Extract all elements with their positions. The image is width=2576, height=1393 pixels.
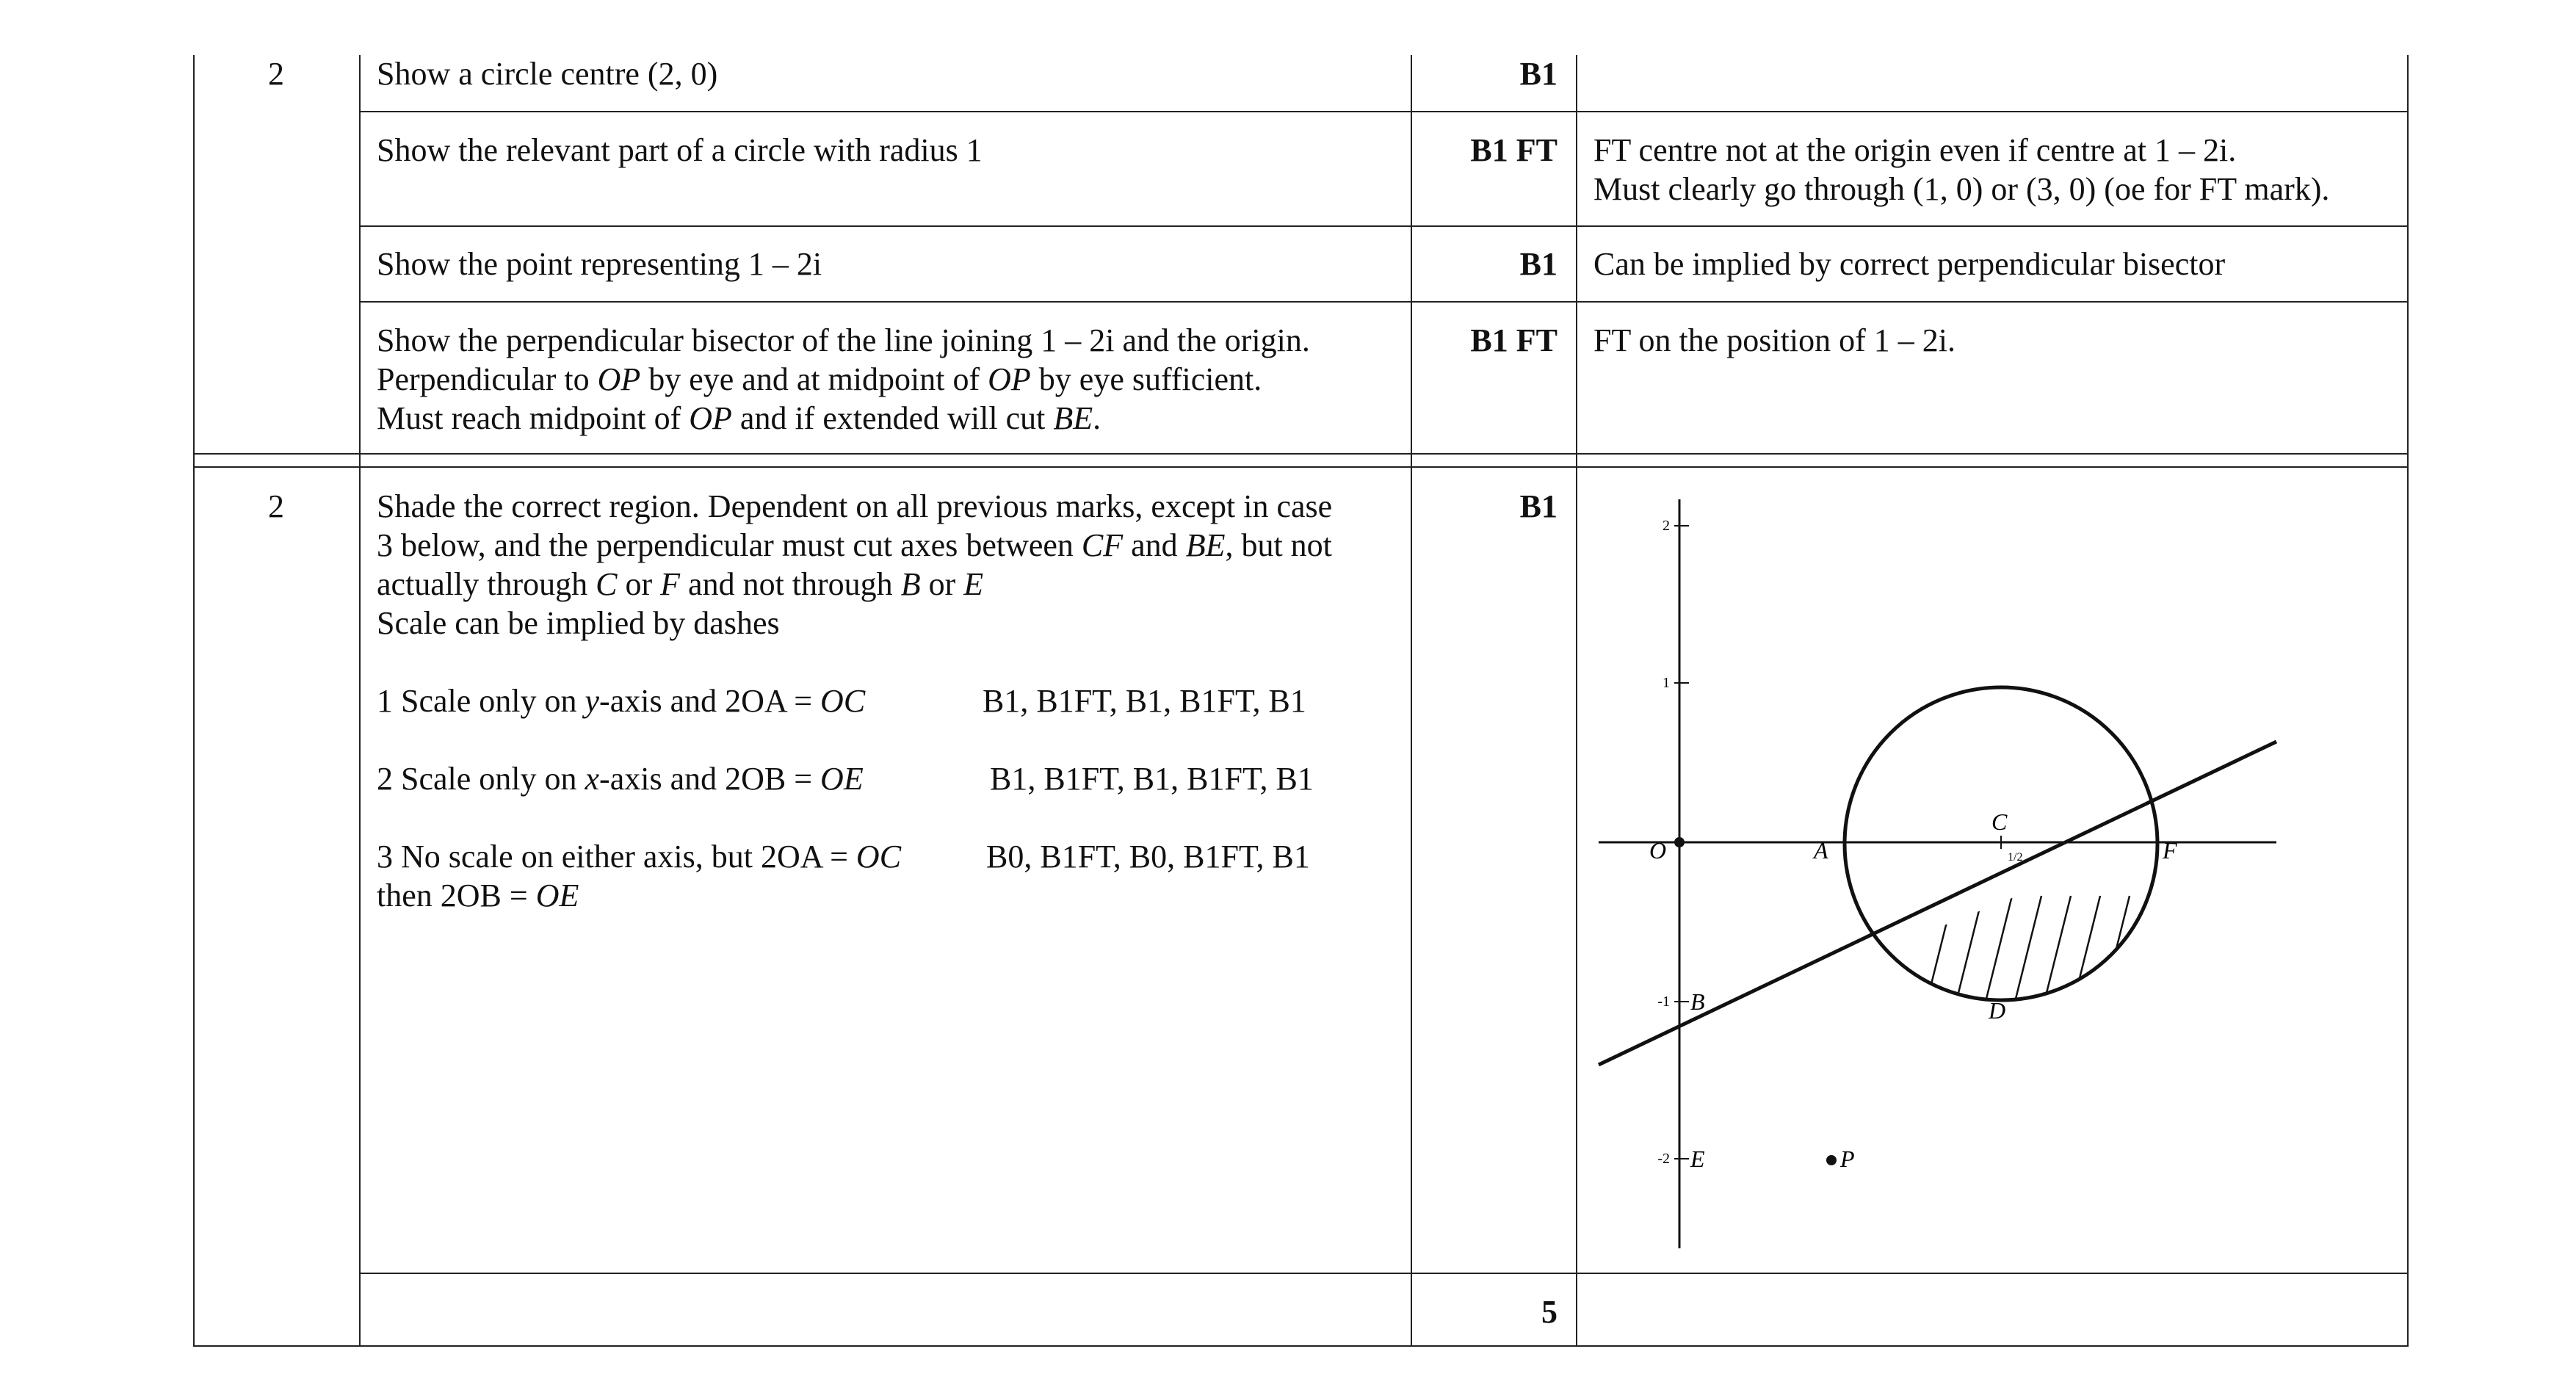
question-number: 2 xyxy=(268,488,284,524)
origin-point xyxy=(1674,837,1685,847)
section-divider-bottom xyxy=(193,466,2409,468)
answer-text: Shade the correct region. Dependent on all previous marks, except in case xyxy=(377,488,1333,524)
section-divider-top xyxy=(193,453,2409,455)
y-tick-label: 2 xyxy=(1663,518,1670,534)
table-border-right xyxy=(2407,55,2409,1345)
case-text: 1 Scale only on y-axis and 2OA = OC xyxy=(377,683,866,719)
table-border-bottom xyxy=(193,1345,2409,1347)
label-c: C xyxy=(1991,808,2008,835)
mark-label: B1 FT xyxy=(1470,132,1557,168)
case-marks: B0, B1FT, B0, B1FT, B1 xyxy=(986,839,1310,875)
y-tick-label: 1 xyxy=(1663,675,1670,691)
label-f: F xyxy=(2163,837,2177,864)
case-text: 3 No scale on either axis, but 2OA = OC xyxy=(377,839,902,875)
row-divider-3 xyxy=(359,301,2409,303)
answer-text: Show a circle centre (2, 0) xyxy=(377,56,718,92)
answer-text: Scale can be implied by dashes xyxy=(377,605,780,641)
column-divider-question xyxy=(359,55,361,1345)
case-continuation: then 2OB = OE xyxy=(377,878,579,913)
question-number: 2 xyxy=(268,56,284,92)
label-a: A xyxy=(1814,837,1828,864)
answer-text: Must reach midpoint of OP and if extended will cut BE. xyxy=(377,400,1101,436)
answer-text: Show the relevant part of a circle with radius 1 xyxy=(377,132,983,168)
x-tick-label: 1/2 xyxy=(2008,851,2023,864)
total-mark: 5 xyxy=(1541,1294,1557,1330)
guidance-text: FT on the position of 1 – 2i. xyxy=(1593,322,1955,358)
perpendicular-bisector xyxy=(1599,742,2276,1065)
case-marks: B1, B1FT, B1, B1FT, B1 xyxy=(983,683,1306,719)
answer-text: Show the point representing 1 – 2i xyxy=(377,246,822,282)
label-p: P xyxy=(1840,1146,1855,1172)
answer-text: Show the perpendicular bisector of the line joining 1 – 2i and the origin. xyxy=(377,322,1310,358)
mark-label: B1 xyxy=(1519,246,1557,282)
answer-text: 3 below, and the perpendicular must cut axes between CF and BE, but not xyxy=(377,527,1332,563)
shaded-region xyxy=(1917,896,2188,1043)
label-b: B xyxy=(1690,988,1705,1015)
label-o: O xyxy=(1649,837,1667,864)
point-p xyxy=(1826,1155,1837,1165)
y-tick-label: -1 xyxy=(1657,994,1670,1010)
mark-label: B1 xyxy=(1519,56,1557,92)
row-divider-1 xyxy=(359,111,2409,112)
y-tick-label: -2 xyxy=(1657,1151,1670,1167)
mark-label: B1 xyxy=(1519,488,1557,524)
row-divider-2 xyxy=(359,225,2409,227)
guidance-text: Can be implied by correct perpendicular bisector xyxy=(1593,246,2226,282)
case-marks: B1, B1FT, B1, B1FT, B1 xyxy=(990,761,1314,797)
guidance-text: FT centre not at the origin even if centre at 1 – 2i. xyxy=(1593,132,2237,168)
case-text: 2 Scale only on x-axis and 2OB = OE xyxy=(377,761,864,797)
answer-text: Perpendicular to OP by eye and at midpoint of OP by eye sufficient. xyxy=(377,361,1262,397)
answer-text: actually through C or F and not through B or E xyxy=(377,566,984,602)
guidance-text: Must clearly go through (1, 0) or (3, 0) (oe for FT mark). xyxy=(1593,171,2330,207)
label-d: D xyxy=(1989,997,2006,1024)
argand-diagram xyxy=(1571,485,2394,1263)
mark-label: B1 FT xyxy=(1470,322,1557,358)
table-border-left xyxy=(193,55,195,1345)
total-row-divider xyxy=(359,1273,2409,1274)
label-e: E xyxy=(1690,1146,1705,1172)
